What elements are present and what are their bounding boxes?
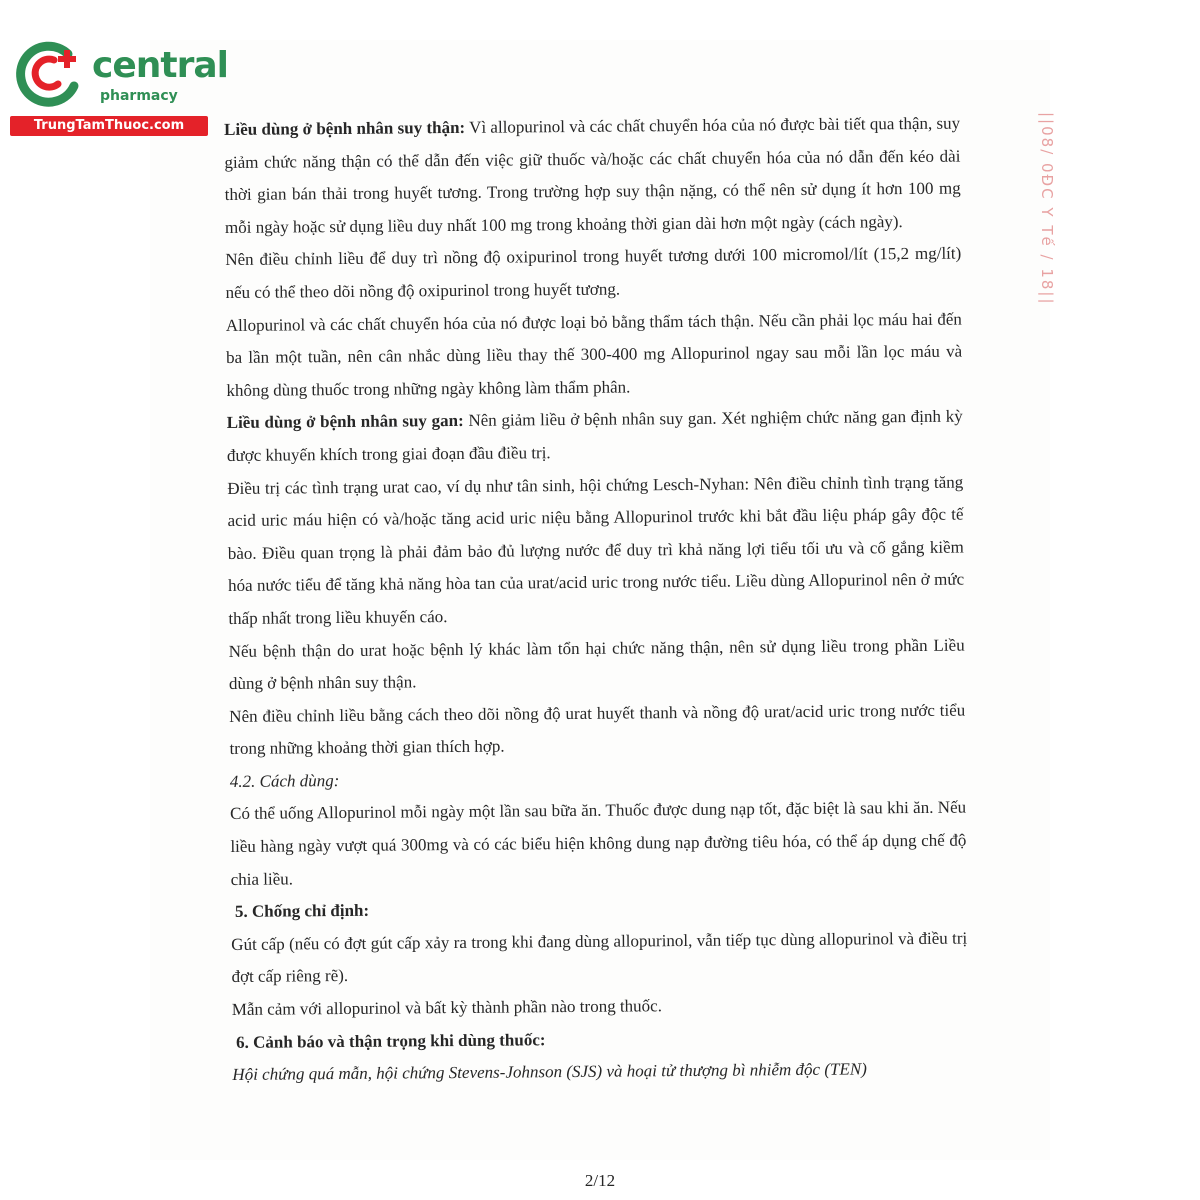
paragraph-dialysis: Allopurinol và các chất chuyển hóa của nó được loại bỏ bằng thẩm tách thận. Nếu cần phải lọc máu hai đến ba lần một tuần, nên cân nhắc dùng liều thay thế 300-400 mg Allopurinol ngay sau mỗi lần lọc máu và không dùng thuốc trong những ngày không làm thẩm phân. <box>225 309 963 400</box>
paragraph-oxipurinol: Nên điều chỉnh liều để duy trì nồng độ oxipurinol trong huyết tương dưới 100 micromol/lít (15,2 mg/lít) nếu có thể theo dõi nồng độ oxipurinol trong huyết tương. <box>225 243 962 302</box>
paragraph-high-urate: Điều trị các tình trạng urat cao, ví dụ như tân sinh, hội chứng Lesch-Nyhan: Nên điều chỉnh tình trạng tăng acid uric máu hiện có và/hoặc tăng acid uric niệu bằng Allopurinol trước khi bắt đầu liệu pháp gây độc tế bào. Điều quan trọng là phải đảm bảo đủ lượng nước để duy trì khả năng lợi tiểu tối ưu và cố gắng kiềm hóa nước tiểu để tăng khả năng hòa tan của urat/acid uric trong nước tiểu. Liều dùng Allopurinol nên ở mức thấp nhất trong liều khuyến cáo. <box>227 472 965 628</box>
paragraph-dose-monitoring: Nên điều chỉnh liều bằng cách theo dõi nồng độ urat huyết thanh và nồng độ urat/acid uric trong nước tiểu trong những khoảng thời gian thích hợp. <box>229 700 966 759</box>
paragraph-renal-dosage <box>224 108 961 245</box>
logo-subtitle: pharmacy <box>100 88 178 104</box>
logo-website-banner[interactable]: TrungTamThuoc.com <box>10 116 208 136</box>
paragraph-hypersensitivity: Mẫn cảm với allopurinol và bất kỳ thành phần nào trong thuốc. <box>231 996 663 1019</box>
paragraph-hepatic-dosage <box>227 401 964 473</box>
central-logo-icon <box>10 36 90 116</box>
paragraph-acute-gout: Gút cấp (nếu có đợt gút cấp xảy ra trong khi đang dùng allopurinol, vẫn tiếp tục dùng allopurinol và điều trị đợt cấp riêng rẽ). <box>231 928 968 987</box>
page-number: 2/12 <box>584 1171 616 1190</box>
heading-hepatic-dosage: Liều dùng ở bệnh nhân suy gan: <box>226 411 464 433</box>
paragraph-administration: Có thể uống Allopurinol mỗi ngày một lần sau bữa ăn. Thuốc được dung nạp tốt, đặc biệt là sau khi ăn. Nếu liều hàng ngày vượt quá 300mg và có các biểu hiện không dung nạp đường tiêu hóa, có thể áp dụng chế độ chia liều. <box>230 798 967 889</box>
pharmacy-logo[interactable] <box>10 36 228 136</box>
heading-administration: 4.2. Cách dùng: <box>229 770 340 791</box>
heading-renal-dosage: Liều dùng ở bệnh nhân suy thận: <box>224 117 466 139</box>
text-hepatic-dosage: Nên giảm liều ở bệnh nhân suy gan. Xét nghiệm chức năng gan định kỳ được khuyến khích trong giai đoạn đầu điều trị. <box>226 406 963 465</box>
paragraph-urate-nephropathy: Nếu bệnh thận do urat hoặc bệnh lý khác làm tổn hại chức năng thận, nên sử dụng liều trong phần Liều dùng ở bệnh nhân suy thận. <box>228 635 965 694</box>
heading-warnings: 6. Cảnh báo và thận trọng khi dùng thuốc: <box>236 1029 546 1052</box>
document-body <box>224 108 969 1092</box>
text-renal-dosage: Vì allopurinol và các chất chuyển hóa của nó được bài tiết qua thận, suy giảm chức năng thận có thể dẫn đến việc giữ thuốc và/hoặc các chất chuyển hóa của nó dẫn đến kéo dài thời gian bán thải trong huyết tương. Trong trường hợp suy thận nặng, có thể nên sử dụng ít hơn 100 mg mỗi ngày hoặc sử dụng liều duy nhất 100 mg trong khoảng thời gian dài hơn một ngày (cách ngày). <box>224 113 961 237</box>
paragraph-sjs-ten: Hội chứng quá mẫn, hội chứng Stevens-Johnson (SJS) và hoại tử thượng bì nhiễm độc (TEN) <box>232 1059 867 1085</box>
logo-brand-name: central <box>92 45 228 86</box>
heading-contraindications: 5. Chống chỉ định: <box>234 901 370 922</box>
red-stamp-mark: ||08/ 0ĐC Y Tế / 18|| <box>1038 112 1056 306</box>
